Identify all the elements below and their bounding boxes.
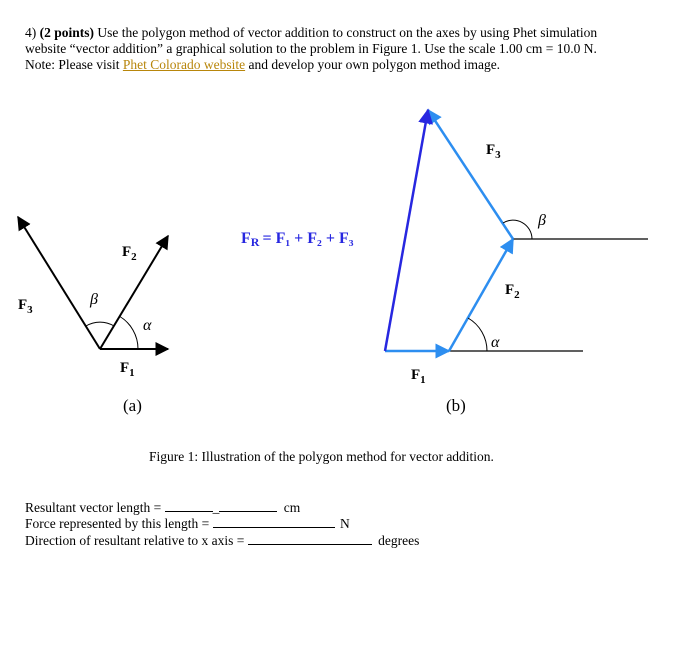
length-blank-marker: _ <box>212 500 220 515</box>
force-blank[interactable] <box>213 515 335 528</box>
beta-label-a: β <box>90 291 98 308</box>
note-prefix: Note: Please visit <box>25 57 120 72</box>
subfigure-label-a: (a) <box>123 396 142 415</box>
direction-blank[interactable] <box>248 532 372 545</box>
problem-points: (2 points) <box>39 25 95 40</box>
problem-number: 4) <box>25 25 37 40</box>
note-suffix: and develop your own polygon method image. <box>248 57 501 72</box>
resultant-equation: FR = F₁ + F₂ + F₃ <box>241 230 354 249</box>
f1-label-b: $F_1$ <box>411 367 426 386</box>
figure-caption: Figure 1: Illustration of the polygon method for vector addition. <box>149 449 494 464</box>
length-blank-left[interactable] <box>165 499 213 512</box>
length-label: Resultant vector length = <box>25 500 162 515</box>
answer-direction-row <box>25 532 419 549</box>
alpha-label-b: α <box>491 334 500 351</box>
answer-length-row <box>25 499 300 516</box>
f2-label-b: $F_2$ <box>505 282 520 301</box>
phet-colorado-link[interactable]: Phet Colorado website <box>122 57 246 72</box>
answer-force-row <box>25 515 350 532</box>
direction-unit: degrees <box>378 533 420 548</box>
problem-line-2: website “vector addition” a graphical solution to the problem in Figure 1. Use the scale 1.00 cm = 10.0 N. <box>25 41 597 56</box>
length-blank-right[interactable] <box>219 499 277 512</box>
force-label: Force represented by this length = <box>25 516 210 531</box>
alpha-arc-b <box>468 318 487 351</box>
length-unit: cm <box>283 500 301 515</box>
f2-label-a: $F_2$ <box>122 244 137 263</box>
vector-f2-b <box>449 239 513 351</box>
vector-resultant-b <box>385 110 428 351</box>
f3-label-a: $F_3$ <box>18 297 33 316</box>
diagram-b <box>241 110 648 415</box>
diagram-a <box>18 217 168 415</box>
alpha-arc-a <box>119 316 138 349</box>
force-unit: N <box>339 516 350 531</box>
alpha-label-a: α <box>143 317 152 334</box>
beta-arc-a <box>86 322 114 326</box>
beta-label-b: β <box>538 212 546 229</box>
vector-f3-a <box>18 217 100 349</box>
f3-label-b: $F_3$ <box>486 142 501 161</box>
problem-line-1-text: Use the polygon method of vector addition to construct on the axes by using Phet simulation <box>97 25 598 40</box>
direction-label: Direction of resultant relative to x axis = <box>25 533 245 548</box>
vector-f3-b <box>428 110 513 239</box>
subfigure-label-b: (b) <box>446 396 466 415</box>
f1-label-a: $F_1$ <box>120 360 135 379</box>
